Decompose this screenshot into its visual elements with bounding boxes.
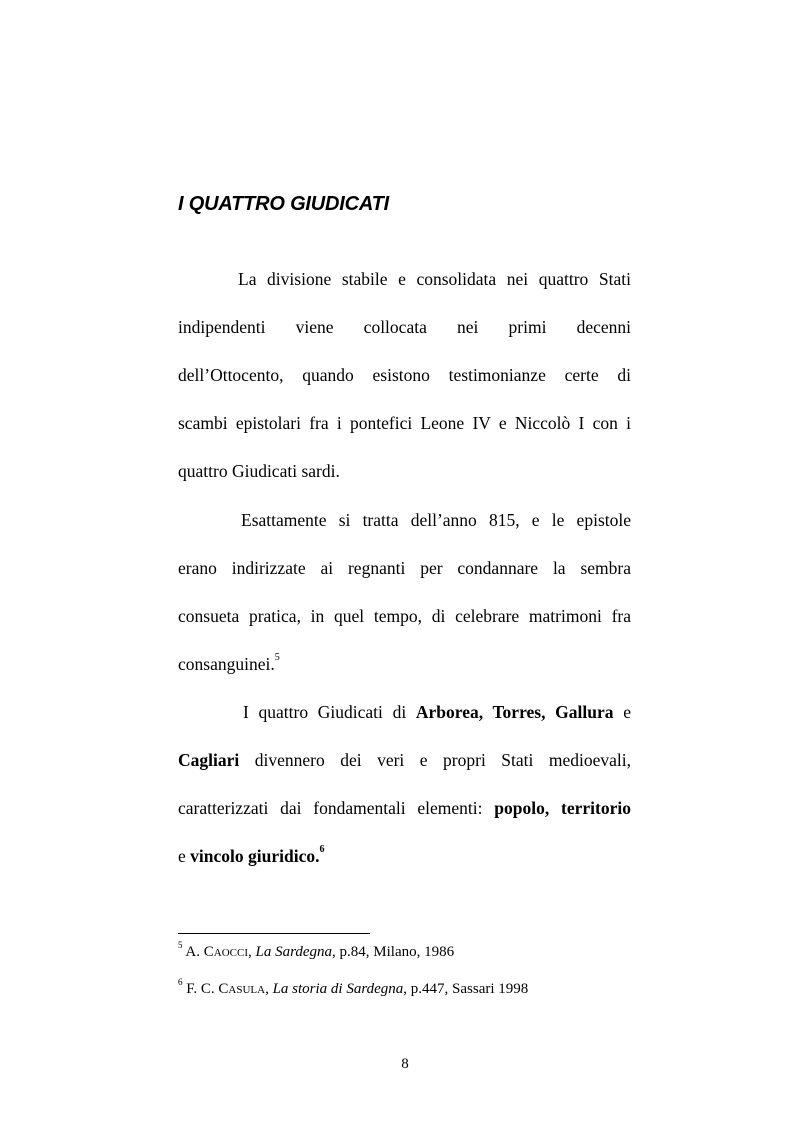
footnote-5-title: La Sardegna — [255, 944, 333, 960]
footnote-6-title: La storia di Sardegna — [272, 981, 404, 997]
footnote-5-author: A. C — [182, 944, 214, 960]
footnote-5-number: 5 — [178, 940, 183, 950]
p3-l1-end: e — [613, 702, 631, 722]
paragraph-2-line-3: consueta pratica, in quel tempo, di celebrare matrimoni fra — [178, 606, 631, 626]
paragraph-3-line-4 — [178, 844, 631, 868]
paragraph-1-line-4: scambi epistolari fra i pontefici Leone IV e Niccolò I con i — [178, 413, 631, 433]
paragraph-2-line-4-text: consanguinei. — [178, 654, 275, 674]
page-number: 8 — [401, 1056, 409, 1072]
p3-l4-text: e — [178, 846, 191, 866]
p3-l2-text: divennero dei veri e propri Stati medioevali, — [239, 750, 631, 770]
footnote-5-author-sc: aocci — [213, 944, 248, 960]
footnote-6-number: 6 — [178, 977, 183, 987]
footnote-6-author: F. C. C — [182, 981, 229, 997]
footnote-5-details: , p.84, Milano, 1986 — [332, 944, 455, 960]
footnote-5-sep: , — [248, 944, 256, 960]
p3-l3-bold: popolo, territorio — [494, 798, 631, 818]
p3-l2-bold: Cagliari — [178, 750, 240, 770]
footnote-6-author-sc: asula — [228, 981, 266, 997]
footnote-ref-5[interactable]: 5 — [274, 652, 280, 664]
paragraph-1-line-2: indipendenti viene collocata nei primi decenni — [178, 317, 631, 337]
p3-l4-bold — [190, 846, 324, 866]
footnote-ref-6[interactable]: 6 — [319, 844, 325, 856]
paragraph-1-line-3: dell’Ottocento, quando esistono testimonianze certe di — [178, 365, 631, 385]
paragraph-2-line-2: erano indirizzate ai regnanti per condannare la sembra — [178, 558, 631, 578]
paragraph-2-line-1: Esattamente si tratta dell’anno 815, e le epistole — [241, 510, 631, 530]
paragraph-3-line-3 — [178, 796, 631, 820]
footnote-6-sep: , — [265, 981, 273, 997]
footnote-6 — [178, 979, 528, 999]
paragraph-1-line-5: quattro Giudicati sardi. — [178, 461, 340, 481]
paragraph-1-line-1: La divisione stabile e consolidata nei quattro Stati — [238, 269, 631, 289]
paragraph-3-line-2 — [178, 748, 631, 772]
p3-l3-text: caratterizzati dai fondamentali elementi: — [178, 798, 495, 818]
footnote-5 — [178, 942, 454, 962]
footnote-divider — [178, 933, 370, 934]
paragraph-3-line-1 — [178, 700, 631, 724]
paragraph-2-line-4 — [178, 652, 631, 676]
footnote-6-details: , p.447, Sassari 1998 — [403, 981, 529, 997]
section-heading: I QUATTRO GIUDICATI — [178, 193, 389, 215]
p3-l1-text: I quattro Giudicati di — [243, 702, 416, 722]
p3-l1-bold: Arborea, Torres, Gallura — [415, 702, 614, 722]
p3-l4-bold-text: vincolo giuridico. — [190, 846, 320, 866]
